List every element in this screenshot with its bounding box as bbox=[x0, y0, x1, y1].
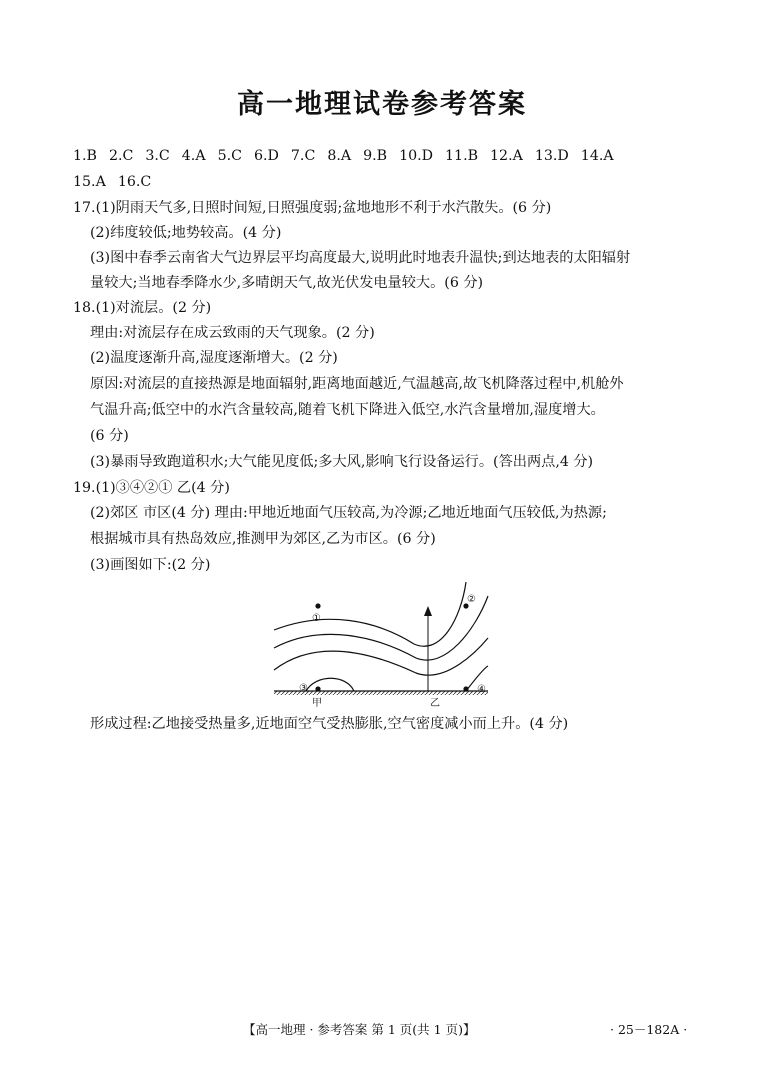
q17-part3-line2: 量较大;当地春季降水少,多晴朗天气,故光伏发电量较大。(6 分) bbox=[90, 275, 484, 291]
label-2: ② bbox=[467, 594, 476, 605]
q19-part2-line1: (2)郊区 市区(4 分) 理由:甲地近地面气压较高,为冷源;乙地近地面气压较低,为热源; bbox=[90, 505, 607, 521]
page-title: 高一地理试卷参考答案 bbox=[237, 89, 527, 120]
label-4: ④ bbox=[477, 684, 486, 695]
q18-part2-reason-line3: (6 分) bbox=[90, 428, 129, 444]
q19-part3: (3)画图如下:(2 分) bbox=[90, 557, 211, 573]
q18-part2-reason-line2: 气温升高;低空中的水汽含量较高,随着飞机下降进入低空,水汽含量增加,湿度增大。 bbox=[90, 402, 605, 418]
q19-part1: 19.(1)③④②① 乙(4 分) bbox=[73, 480, 230, 496]
mc-answer: 8.A bbox=[327, 148, 352, 164]
mc-answer: 6.D bbox=[253, 148, 279, 164]
mc-answer: 5.C bbox=[217, 148, 242, 164]
isobar-3 bbox=[274, 638, 488, 675]
mc-answer: 12.A bbox=[490, 148, 523, 164]
q18-part3: (3)暴雨导致跑道积水;大气能见度低;多大风,影响飞行设备运行。(答出两点,4 分) bbox=[90, 454, 594, 470]
label-yi: 乙 bbox=[430, 698, 440, 708]
mc-answer: 15.A bbox=[73, 174, 106, 190]
mc-answers-row-1 bbox=[73, 146, 614, 166]
mc-answer: 4.A bbox=[181, 148, 206, 164]
label-3: ③ bbox=[299, 683, 308, 694]
mc-answer: 13.D bbox=[534, 148, 569, 164]
page-code: · 25－182A · bbox=[610, 1022, 688, 1037]
q18-part1-reason: 理由:对流层存在成云致雨的天气现象。(2 分) bbox=[90, 325, 375, 341]
point-1 bbox=[315, 603, 320, 608]
mc-answers-row-2 bbox=[73, 172, 151, 192]
mc-answer: 9.B bbox=[363, 148, 388, 164]
q18-part1: 18.(1)对流层。(2 分) bbox=[73, 300, 212, 316]
mc-answer: 2.C bbox=[108, 148, 134, 164]
point-3 bbox=[315, 686, 320, 691]
q18-part2: (2)温度逐渐升高,湿度逐渐增大。(2 分) bbox=[90, 350, 338, 366]
q17-part2: (2)纬度较低;地势较高。(4 分) bbox=[90, 225, 282, 241]
updraft-arrow-head bbox=[424, 606, 432, 616]
q19-part2-line2: 根据城市具有热岛效应,推测甲为郊区,乙为市区。(6 分) bbox=[90, 531, 436, 547]
isobar-1 bbox=[274, 582, 466, 646]
mc-answer: 3.C bbox=[145, 148, 170, 164]
mc-answer: 16.C bbox=[117, 174, 152, 190]
page-footer: 【高一地理 · 参考答案 第 1 页(共 1 页)】 bbox=[243, 1022, 476, 1037]
q17-part3-line1: (3)图中春季云南省大气边界层平均高度最大,说明此时地表升温快;到达地表的太阳辐射 bbox=[90, 250, 631, 266]
label-jia: 甲 bbox=[312, 698, 322, 708]
mc-answer: 7.C bbox=[290, 148, 316, 164]
isobar-diagram bbox=[266, 578, 498, 708]
q17-part1: 17.(1)阴雨天气多,日照时间短,日照强度弱;盆地地形不利于水汽散失。(6 分) bbox=[73, 200, 552, 216]
point-4 bbox=[463, 686, 468, 691]
mc-answer: 11.B bbox=[445, 148, 479, 164]
mc-answer: 1.B bbox=[73, 148, 97, 164]
mc-answer: 10.D bbox=[399, 148, 434, 164]
q19-part4: 形成过程:乙地接受热量多,近地面空气受热膨胀,空气密度减小而上升。(4 分) bbox=[90, 716, 569, 732]
mc-answer: 14.A bbox=[580, 148, 614, 164]
isobar-4-bump bbox=[306, 678, 354, 691]
label-1: ① bbox=[312, 613, 321, 624]
q18-part2-reason-line1: 原因:对流层的直接热源是地面辐射,距离地面越近,气温越高,故飞机降落过程中,机舱外 bbox=[90, 376, 624, 392]
